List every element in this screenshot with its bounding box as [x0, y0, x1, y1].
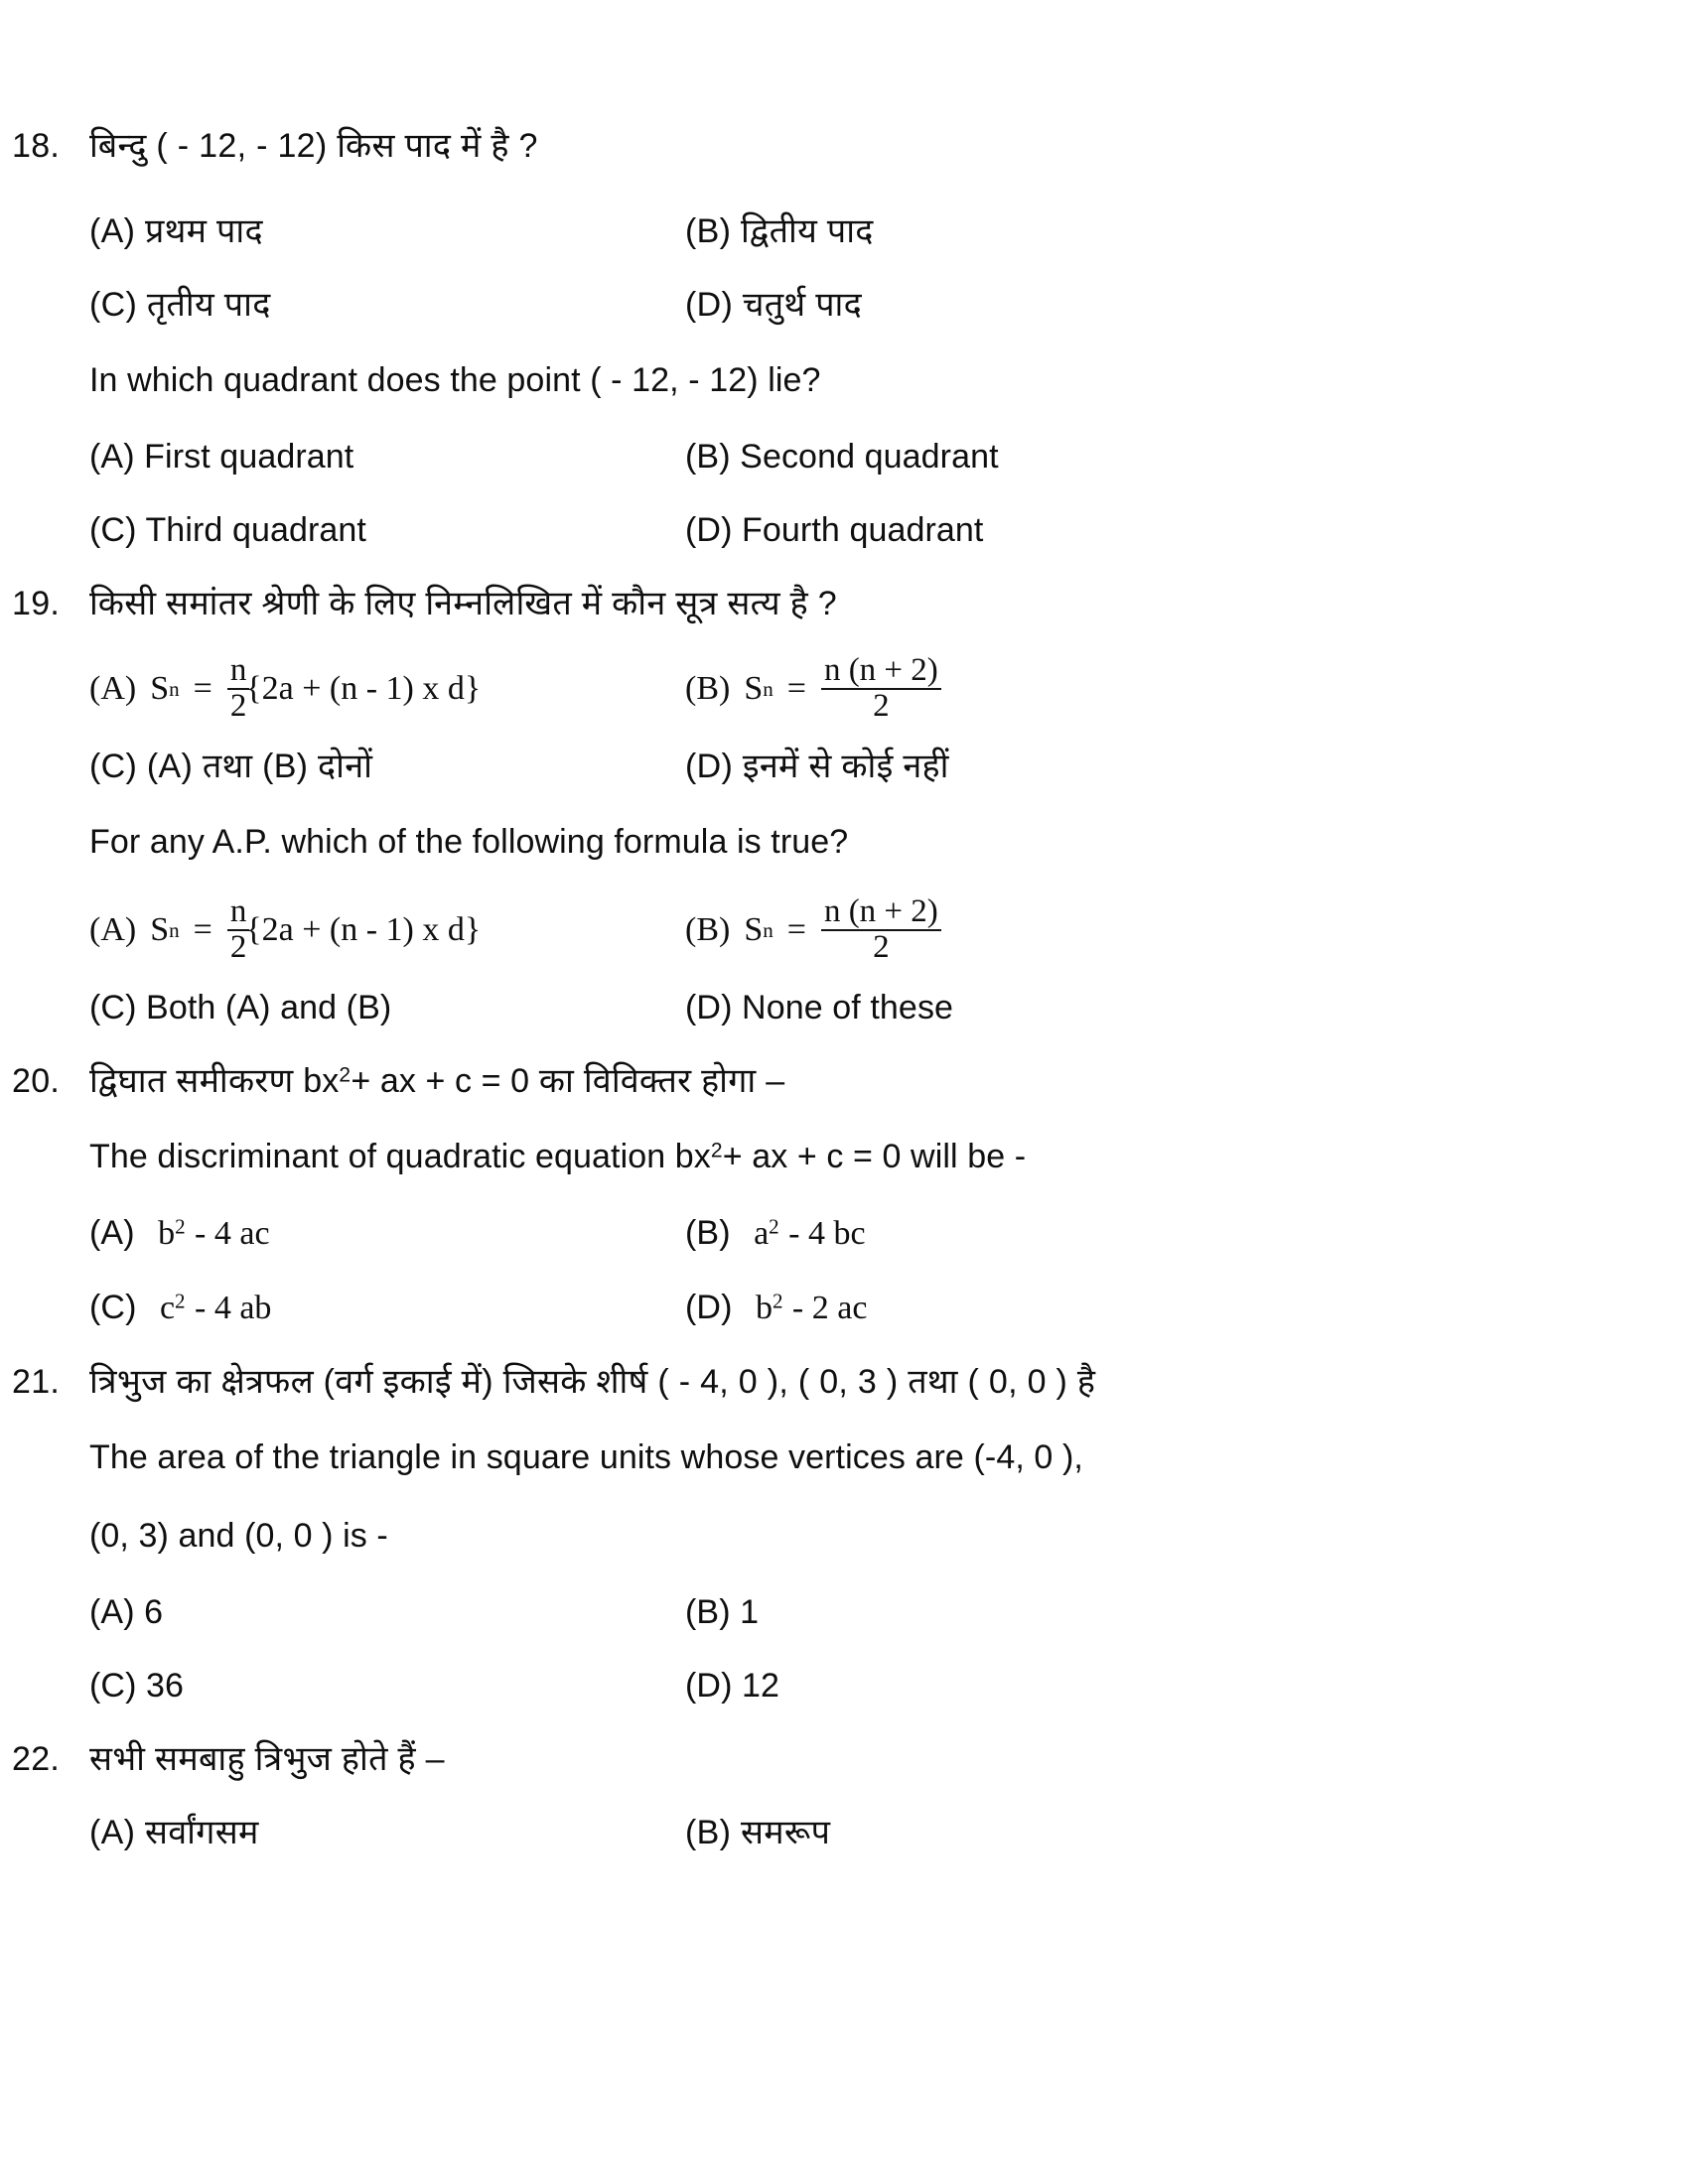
question-22-stem-hindi-row [0, 1742, 1688, 1776]
question-22-option-b-hindi[interactable] [685, 1816, 1688, 1849]
fraction-denominator: 2 [873, 929, 890, 965]
stem-prefix: The discriminant of quadratic equation [89, 1138, 675, 1175]
question-21-options-row-1 [0, 1595, 1688, 1629]
option-label: (A) [89, 212, 136, 250]
question-20-options-row-1 [0, 1216, 1688, 1251]
option-label: (B) [685, 438, 731, 476]
option-text: 1 [740, 1593, 760, 1631]
option-text: (A) तथा (B) दोनों [146, 748, 373, 785]
question-19-hindi-options-row-2 [0, 750, 1688, 783]
option-label: (B) [685, 1214, 731, 1252]
option-label: (A) [89, 670, 137, 707]
question-19-option-d-hindi[interactable] [685, 750, 1688, 783]
option-text: 36 [146, 1667, 185, 1705]
option-exponent: 2 [175, 1289, 186, 1313]
question-19 [0, 587, 1688, 1024]
stem-suffix: will be - [901, 1138, 1027, 1175]
fraction-denominator: 2 [229, 929, 247, 965]
question-20-number: 20. [12, 1062, 61, 1100]
option-text: Both (A) and (B) [146, 989, 392, 1026]
option-base: c [159, 1290, 176, 1326]
question-19-option-c-hindi[interactable] [89, 750, 685, 783]
option-label: (B) [685, 1814, 732, 1851]
option-base: a [754, 1215, 770, 1252]
question-22-hindi-options-row-1 [0, 1816, 1688, 1849]
option-label: (C) [89, 989, 137, 1026]
formula-equals: = [786, 911, 806, 948]
question-22-stem-hindi: सभी समबाहु त्रिभुज होते हैं – [89, 1740, 445, 1778]
formula-lhs: S [150, 911, 170, 948]
question-19-english-formula-row [0, 891, 1688, 969]
question-19-option-a-hindi[interactable] [89, 650, 685, 728]
question-18-hindi-options-row-1 [0, 214, 1688, 248]
question-18 [0, 129, 1688, 547]
option-label: (D) [685, 989, 733, 1026]
option-label: (C) [89, 748, 138, 785]
question-18-english-options-row-1 [0, 440, 1688, 474]
question-22-number: 22. [12, 1740, 61, 1778]
question-18-option-a-english[interactable] [89, 440, 685, 474]
question-19-option-b-english[interactable] [685, 891, 1688, 969]
question-19-stem-english-row [0, 823, 1688, 862]
option-label: (A) [89, 1593, 135, 1631]
question-20-option-a[interactable] [89, 1216, 685, 1251]
question-18-hindi-options-row-2 [0, 288, 1688, 322]
question-20 [0, 1064, 1688, 1325]
fraction-denominator: 2 [873, 688, 890, 724]
formula-fraction [821, 895, 941, 964]
question-18-english-options-row-2 [0, 513, 1688, 547]
question-19-option-a-english[interactable] [89, 891, 685, 969]
option-label: (C) [89, 286, 138, 324]
formula-equals: = [193, 911, 212, 948]
option-label: (D) [685, 748, 734, 785]
fraction-numerator: n (n + 2) [821, 654, 941, 690]
option-label: (B) [685, 212, 732, 250]
question-20-option-c[interactable] [89, 1291, 685, 1325]
question-20-options-row-2 [0, 1291, 1688, 1325]
question-19-stem-english: For any A.P. which of the following formula is true? [89, 823, 849, 861]
option-label: (C) [89, 1289, 137, 1326]
formula-lhs-subscript: n [169, 676, 180, 701]
question-18-option-c-english[interactable] [89, 513, 685, 547]
question-18-option-d-english[interactable] [685, 513, 1688, 547]
question-18-stem-english-row [0, 361, 1688, 400]
question-21-stem-english-line-2 [0, 1517, 1688, 1556]
formula-lhs: S [744, 670, 764, 707]
option-remainder: - 2 ac [791, 1290, 868, 1326]
question-19-stem-hindi-row [0, 587, 1688, 620]
question-19-stem-hindi: किसी समांतर श्रेणी के लिए निम्नलिखित में कौन सूत्र सत्य है ? [89, 585, 837, 622]
question-19-english-options-row-2 [0, 991, 1688, 1024]
option-text: First quadrant [144, 438, 354, 476]
option-label: (B) [685, 670, 731, 707]
question-19-number: 19. [12, 585, 61, 622]
option-label: (D) [685, 511, 733, 549]
option-label: (B) [685, 911, 731, 948]
option-label: (C) [89, 511, 137, 549]
question-18-number: 18. [12, 127, 61, 165]
formula-lhs-subscript: n [763, 676, 774, 701]
question-21-option-a[interactable] [89, 1595, 685, 1629]
formula-equals: = [786, 670, 806, 707]
question-21-stem-english-line-1 [0, 1438, 1688, 1477]
question-20-option-d[interactable] [685, 1291, 1688, 1325]
option-text: प्रथम पाद [144, 212, 263, 250]
fraction-numerator: n (n + 2) [821, 895, 941, 931]
question-21-option-c[interactable] [89, 1669, 685, 1703]
option-label: (D) [685, 1667, 733, 1705]
option-remainder: - 4 ac [195, 1215, 270, 1252]
option-base: b [158, 1215, 176, 1252]
option-text: 6 [144, 1593, 164, 1631]
option-text: Fourth quadrant [742, 511, 984, 549]
formula-lhs: S [150, 670, 170, 707]
option-text: समरूप [740, 1814, 831, 1851]
option-label: (D) [685, 1289, 733, 1326]
option-label: (A) [89, 438, 135, 476]
option-text: द्वितीय पाद [740, 212, 874, 250]
option-label: (A) [89, 911, 137, 948]
formula-remainder: {2a + (n - 1) x d} [245, 911, 482, 948]
option-label: (B) [685, 1593, 731, 1631]
formula-equals: = [193, 670, 212, 707]
question-18-option-b-hindi[interactable] [685, 214, 1688, 248]
stem-equation-exponent: 2 [710, 1139, 723, 1162]
stem-equation-base: bx [303, 1062, 340, 1100]
option-text: सर्वांगसम [144, 1814, 259, 1851]
question-21-stem-english-line1: The area of the triangle in square units whose vertices are (-4, 0 ), [89, 1438, 1083, 1476]
option-text: इनमें से कोई नहीं [742, 748, 949, 785]
formula-lhs: S [744, 911, 764, 948]
question-18-stem-hindi-row [0, 129, 1688, 163]
question-20-stem-english-row [0, 1138, 1688, 1176]
option-base: b [755, 1290, 773, 1326]
formula-lhs-subscript: n [763, 917, 774, 942]
question-21 [0, 1365, 1688, 1703]
question-20-stem-hindi-row [0, 1064, 1688, 1098]
question-18-option-a-hindi[interactable] [89, 214, 685, 248]
question-21-option-b[interactable] [685, 1595, 1688, 1629]
question-21-options-row-2 [0, 1669, 1688, 1703]
question-19-hindi-formula-row [0, 650, 1688, 728]
option-text: Third quadrant [145, 511, 366, 549]
option-remainder: - 4 ab [195, 1290, 272, 1326]
option-label: (C) [89, 1667, 137, 1705]
stem-equation-exponent: 2 [339, 1063, 352, 1087]
question-20-stem-hindi [89, 1064, 1688, 1098]
question-20-option-b[interactable] [685, 1216, 1688, 1251]
option-exponent: 2 [772, 1289, 783, 1313]
stem-suffix: का विविक्तर होगा – [529, 1062, 785, 1100]
option-text: चतुर्थ पाद [742, 286, 862, 324]
question-21-stem-hindi-row [0, 1365, 1688, 1399]
option-text: 12 [742, 1667, 780, 1705]
option-text: तृतीय पाद [146, 286, 271, 324]
question-20-stem-english [89, 1138, 1026, 1176]
question-21-number: 21. [12, 1363, 61, 1401]
option-text: None of these [742, 989, 954, 1026]
formula-lhs-subscript: n [169, 917, 180, 942]
stem-equation-rest: + ax + c = 0 [351, 1062, 530, 1100]
question-21-stem-english-line2: (0, 3) and (0, 0 ) is - [89, 1517, 388, 1555]
question-18-option-d-hindi[interactable] [685, 288, 1688, 322]
stem-equation-rest: + ax + c = 0 [722, 1138, 902, 1175]
option-label: (A) [89, 1814, 136, 1851]
formula-remainder: {2a + (n - 1) x d} [245, 670, 482, 707]
option-text: Second quadrant [740, 438, 999, 476]
option-label: (A) [89, 1214, 135, 1252]
fraction-numerator: n [227, 895, 250, 931]
question-18-stem-hindi: बिन्दु ( - 12, - 12) किस पाद में है ? [89, 127, 538, 165]
question-18-option-b-english[interactable] [685, 440, 1688, 474]
question-18-option-c-hindi[interactable] [89, 288, 685, 322]
fraction-denominator: 2 [229, 688, 247, 724]
question-21-stem-hindi: त्रिभुज का क्षेत्रफल (वर्ग इकाई में) जिसके शीर्ष ( - 4, 0 ), ( 0, 3 ) तथा ( 0, 0 ) है [89, 1363, 1096, 1401]
stem-prefix: द्विघात समीकरण [89, 1062, 304, 1100]
option-exponent: 2 [175, 1214, 186, 1239]
option-exponent: 2 [769, 1214, 779, 1239]
formula-fraction [821, 654, 941, 723]
option-remainder: - 4 bc [788, 1215, 866, 1252]
question-22-option-a-hindi[interactable] [89, 1816, 685, 1849]
question-21-option-d[interactable] [685, 1669, 1688, 1703]
fraction-numerator: n [227, 654, 250, 690]
stem-equation-base: bx [674, 1138, 711, 1175]
option-label: (D) [685, 286, 734, 324]
question-22 [0, 1742, 1688, 1849]
question-19-option-b-hindi[interactable] [685, 650, 1688, 728]
question-19-option-c-english[interactable] [89, 991, 685, 1024]
question-18-stem-english: In which quadrant does the point ( - 12, - 12) lie? [89, 361, 821, 399]
question-19-option-d-english[interactable] [685, 991, 1688, 1024]
